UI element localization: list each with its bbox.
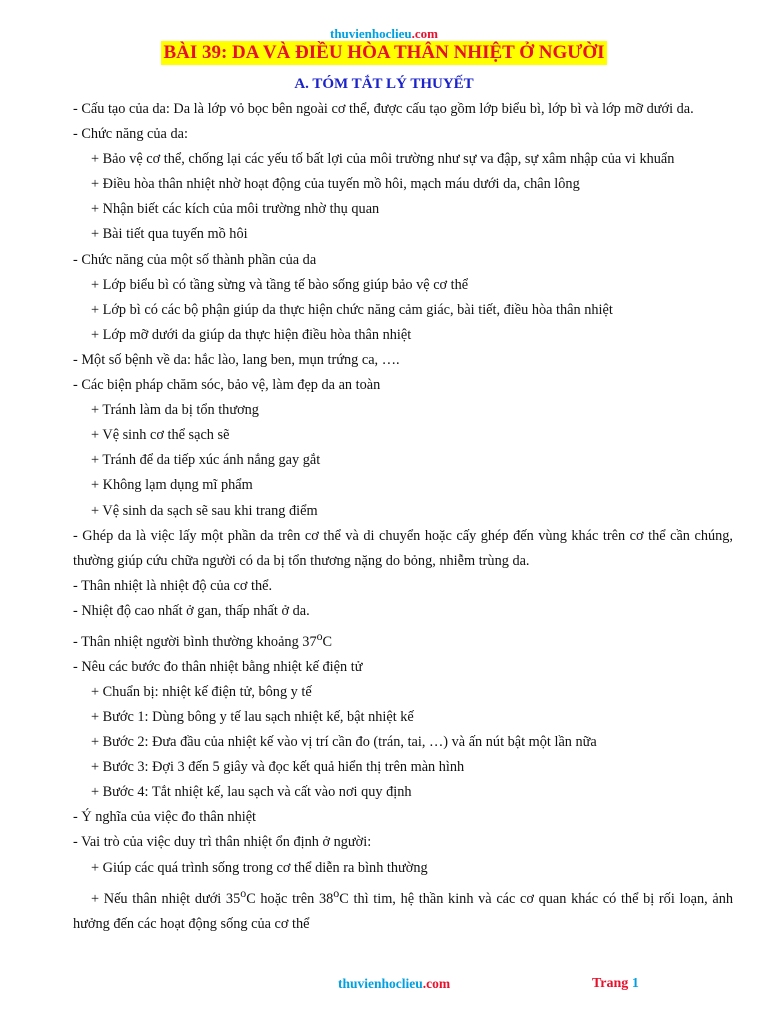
list-item: + Bước 3: Đợi 3 đến 5 giây và đọc kết quả hiển thị trên màn hình (91, 759, 465, 776)
paragraph: - Thân nhiệt là nhiệt độ của cơ thể. (73, 577, 273, 594)
text-run: C (322, 633, 333, 650)
text-run: + Nếu thân nhiệt dưới 35 (91, 890, 241, 907)
list-item: + Bước 2: Đưa đầu của nhiệt kế vào vị trí cần đo (trán, tai, …) và ấn nút bật một lần nữa (91, 734, 597, 751)
footer-site-link[interactable] (338, 976, 450, 992)
list-item: + Tránh để da tiếp xúc ánh nắng gay gắt (91, 452, 321, 469)
text-run: C hoặc trên 38 (246, 890, 334, 907)
degree-superscript: o (333, 885, 340, 900)
page-number (592, 976, 639, 992)
paragraph: - Chức năng của da: (73, 126, 188, 143)
footer-site-name: thuvienhoclieu (338, 976, 423, 991)
text-run: - Thân nhiệt người bình thường khoảng 37 (73, 633, 317, 650)
list-item: + Chuẩn bị: nhiệt kế điện tử, bông y tế (91, 683, 312, 700)
paragraph: - Nhiệt độ cao nhất ở gan, thấp nhất ở da. (73, 602, 310, 619)
list-item (73, 881, 733, 937)
lesson-title: BÀI 39: DA VÀ ĐIỀU HÒA THÂN NHIỆT Ở NGƯỜI (163, 42, 605, 63)
list-item: + Lớp biểu bì có tầng sừng và tầng tế bào sống giúp bảo vệ cơ thể (91, 276, 469, 293)
list-item: + Nhận biết các kích của môi trường nhờ thụ quan (91, 201, 380, 218)
paragraph: - Các biện pháp chăm sóc, bảo vệ, làm đẹp da an toàn (73, 377, 381, 394)
paragraph: - Vai trò của việc duy trì thân nhiệt ổn định ở người: (73, 834, 372, 851)
paragraph: - Chức năng của một số thành phần của da (73, 251, 317, 268)
paragraph: - Một số bệnh về da: hắc lào, lang ben, mụn trứng ca, …. (73, 351, 400, 368)
page-label: Trang (592, 976, 629, 991)
list-item: + Bước 1: Dùng bông y tế lau sạch nhiệt kế, bật nhiệt kế (91, 709, 414, 726)
header-site-link[interactable] (0, 26, 768, 42)
header-site-tld: .com (411, 26, 438, 41)
paragraph: - Ghép da là việc lấy một phần da trên cơ thể và di chuyển hoặc cấy ghép đến vùng khác trên cơ thể cần chúng, thường giúp cứu chữa người có da bị tổn thương nặng do bỏng, nhiễm trùng da. (73, 527, 733, 569)
list-item: + Điều hòa thân nhiệt nhờ hoạt động của tuyến mồ hôi, mạch máu dưới da, chân lông (91, 176, 580, 193)
paragraph (73, 624, 733, 655)
document-body (73, 97, 733, 937)
degree-superscript: o (240, 885, 247, 900)
section-heading: A. TÓM TẮT LÝ THUYẾT (294, 76, 474, 92)
paragraph: - Ý nghĩa của việc đo thân nhiệt (73, 809, 257, 826)
paragraph: - Nêu các bước đo thân nhiệt bằng nhiệt kế điện tử (73, 658, 363, 675)
text-run: C thì tim, hệ thần kinh và các cơ quan khác có thể bị rối loạn, ảnh hưởng đến các hoạt động sống của cơ thể (73, 890, 733, 932)
page-number-value: 1 (631, 976, 639, 991)
list-item: + Tránh làm da bị tổn thương (91, 402, 259, 419)
paragraph: - Cấu tạo của da: Da là lớp vỏ bọc bên ngoài cơ thể, được cấu tạo gồm lớp biểu bì, lớp bì và lớp mỡ dưới da. (73, 101, 694, 117)
list-item: + Vệ sinh da sạch sẽ sau khi trang điểm (91, 502, 318, 519)
list-item: + Bước 4: Tắt nhiệt kế, lau sạch và cất vào nơi quy định (91, 784, 412, 801)
degree-superscript: o (316, 628, 323, 643)
list-item: + Không lạm dụng mĩ phẩm (91, 477, 253, 494)
list-item: + Bài tiết qua tuyến mồ hôi (91, 226, 248, 243)
header-site-name: thuvienhoclieu (330, 26, 412, 41)
footer-site-tld: .com (422, 976, 451, 991)
list-item: + Vệ sinh cơ thể sạch sẽ (91, 427, 230, 444)
list-item: + Giúp các quá trình sống trong cơ thể diễn ra bình thường (91, 859, 428, 876)
list-item: + Bảo vệ cơ thể, chống lại các yếu tố bất lợi của môi trường như sự va đập, sự xâm nhập của vi khuẩn (91, 151, 675, 168)
list-item: + Lớp bì có các bộ phận giúp da thực hiện chức năng cảm giác, bài tiết, điều hòa thân nhiệt (91, 301, 613, 318)
list-item: + Lớp mỡ dưới da giúp da thực hiện điều hòa thân nhiệt (91, 326, 412, 343)
